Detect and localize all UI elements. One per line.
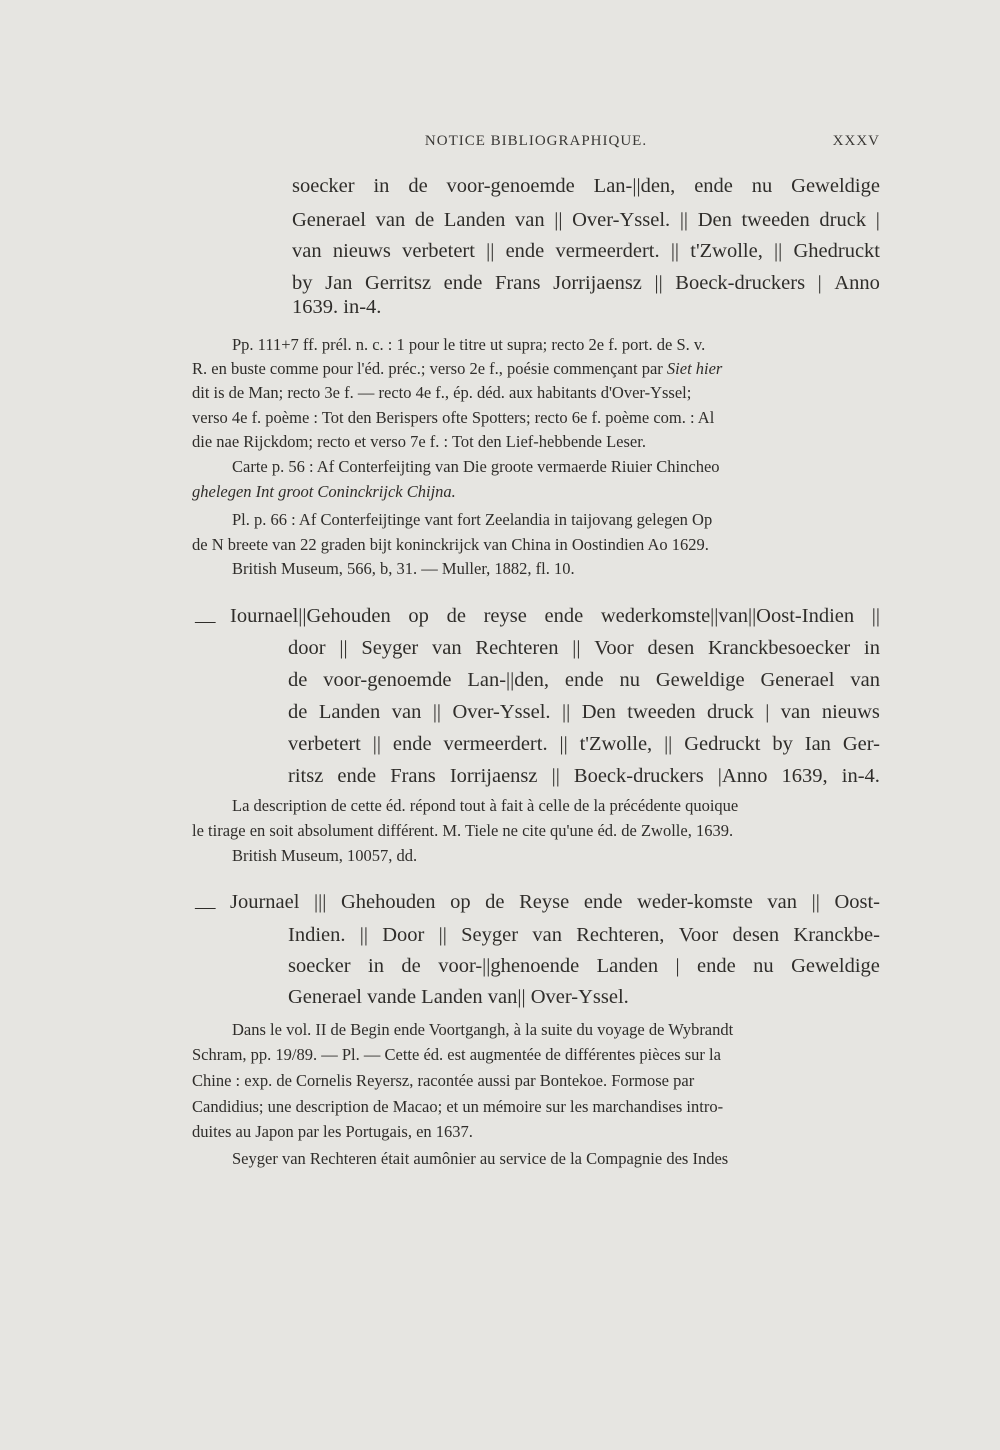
word: de [446,605,466,627]
note-line: Chine : exp. de Cornelis Reyersz, racontée aussi par Bontekoe. Formose par [192,1071,695,1090]
note-line [192,361,880,378]
word: || [670,240,680,262]
word: ende [544,605,584,627]
note-line: Seyger van Rechteren était aumônier au service de la Compagnie des Indes [232,1149,729,1168]
word: Anno [834,272,880,294]
word: van [850,669,880,691]
word: vermeerdert. [555,240,660,262]
note-line: verso 4e f. poème : Tot den Berispers ofte Spotters; recto 6e f. poème com. : Al [192,408,715,427]
word: by [292,272,313,294]
word: ende [694,175,733,197]
note-line: die nae Rijckdom; recto et verso 7e f. : Tot den Lief-hebbende Leser. [192,432,646,451]
word: nieuws [821,701,880,723]
word: van [767,891,798,913]
word: Voor [594,637,634,659]
title-line [292,241,880,262]
word: || [339,637,348,659]
word: || [554,209,563,231]
word: van [780,701,811,723]
note-line: Schram, pp. 19/89. — Pl. — Cette éd. est augmentée de différentes pièces sur la [192,1045,721,1064]
entry-dash: — [195,610,216,632]
word: || [811,891,820,913]
word: verbetert [402,240,475,262]
title-line [288,638,880,659]
word: Voor [678,924,719,946]
word: vermeerdert. [443,733,548,755]
word: | [817,272,822,294]
word: || [871,605,880,627]
word: voor-genoemde [446,175,575,197]
word: Door [382,924,425,946]
word: Over-Yssel. [572,209,671,231]
title-line: Generael vande Landen van|| Over-Yssel. [288,986,629,1008]
word: t'Zwolle, [690,240,763,262]
word: Reyse [519,891,570,913]
word: Generael [292,209,366,231]
word: door [288,637,326,659]
word: Gedruckt [684,733,761,755]
word: | [765,701,770,723]
word: tweeden [741,209,810,231]
word: Kranckbesoecker [707,637,851,659]
note-line: ghelegen Int groot Coninckrijck Chijna. [192,482,456,501]
title-line [288,925,880,946]
note-line: British Museum, 10057, dd. [232,846,418,865]
word: Jorrijaensz [553,272,642,294]
title-line [292,273,880,294]
running-title: NOTICE BIBLIOGRAPHIQUE. [424,133,648,149]
word: van [292,240,322,262]
word: Indien. [288,924,346,946]
page-number: XXXV [832,133,880,149]
word: Rechteren, [576,924,665,946]
word: || [438,924,447,946]
note-line-text: R. en buste comme pour l'éd. préc.; verso 2e f., poésie commençant par [192,359,663,378]
word: Iournael||Gehouden [230,605,391,627]
word: Frans [390,765,436,787]
word: Seyger [461,924,519,946]
word: voor-||ghenoende [438,955,580,977]
word: Frans [494,272,541,294]
word: Geweldige [791,955,880,977]
word: ritsz [288,765,324,787]
word: desen [732,924,780,946]
word: Kranckbe- [793,924,880,946]
note-line: le tirage en soit absolument différent. M. Tiele ne cite qu'une éd. de Zwolle, 1639. [192,821,734,840]
note-line: La description de cette éd. répond tout à fait à celle de la précédente quoique [232,796,739,815]
word: | [675,955,680,977]
word: Landen [318,701,381,723]
word: Lan-||den, [593,175,676,197]
word: nu [753,955,774,977]
word: Ghehouden [340,891,436,913]
word: de [401,955,421,977]
word: Ghedruckt [793,240,880,262]
word: in [373,175,390,197]
word: ende [392,733,432,755]
word: | [875,209,880,231]
word: van [515,209,545,231]
word: voor-genoemde [323,669,452,691]
word: Iorrijaensz [449,765,538,787]
word: Oost- [834,891,880,913]
word: Landen [443,209,506,231]
word: de [288,669,308,691]
note-line: British Museum, 566, b, 31. — Muller, 1882, fl. 10. [232,559,575,578]
word: || [654,272,663,294]
word: in [368,955,384,977]
word: || [486,240,495,262]
word: 1639, [781,765,828,787]
word: de [485,891,505,913]
word: tweeden [627,701,696,723]
title-line [288,766,880,787]
note-line: Pl. p. 66 : Af Conterfeijtinge vant fort Zeelandia in taijovang gelegen Op [232,510,713,529]
word: || [559,733,568,755]
word: Generael [760,669,835,691]
word: || [664,733,673,755]
word: |Anno [717,765,768,787]
word: ende [564,669,604,691]
word: de [288,701,308,723]
word: Geweldige [655,669,745,691]
note-line: Pp. 111+7 ff. prél. n. c. : 1 pour le titre ut supra; recto 2e f. port. de S. v. [232,335,706,354]
word: de [408,175,428,197]
title-line [230,606,880,627]
word: Boeck-druckers [675,272,806,294]
word: Den [697,209,732,231]
word: Ian [804,733,831,755]
note-line: de N breete van 22 graden bijt koninckrijck van China in Oostindien Ao 1629. [192,535,709,554]
word: ende [505,240,545,262]
word: Den [581,701,616,723]
word: Geweldige [791,175,880,197]
word: Seyger [361,637,419,659]
note-line: duites au Japon par les Portugais, en 1637. [192,1122,473,1141]
note-line: Carte p. 56 : Af Conterfeijting van Die groote vermaerde Riuier Chincheo [232,457,720,476]
title-line [288,702,880,723]
word: wederkomste||van||Oost-Indien [600,605,855,627]
word: weder-komste [637,891,753,913]
word: Gerritsz [365,272,432,294]
note-line: Dans le vol. II de Begin ende Voortgangh, à la suite du voyage de Wybrandt [232,1020,734,1039]
note-italic-text: Siet hier [666,359,723,378]
word: nieuws [332,240,391,262]
entry-dash: — [195,896,216,918]
title-line [292,210,880,231]
word: || [562,701,571,723]
word: ||| [314,891,327,913]
word: verbetert [288,733,361,755]
word: van [391,701,422,723]
word: de [414,209,435,231]
title-line [288,670,880,691]
word: desen [647,637,695,659]
title-line [230,892,880,913]
word: druck [707,701,754,723]
word: Ger- [842,733,880,755]
title-line [292,176,880,197]
word: || [679,209,689,231]
word: nu [751,175,773,197]
word: t'Zwolle, [579,733,653,755]
title-line [288,956,880,977]
word: Jan [325,272,353,294]
word: Over-Yssel. [452,701,551,723]
word: Rechteren [475,637,559,659]
word: || [774,240,783,262]
word: soecker [288,955,351,977]
word: || [359,924,368,946]
word: Lan-||den, [467,669,549,691]
word: van [532,924,562,946]
title-line [288,734,880,755]
word: || [372,733,381,755]
word: by [772,733,793,755]
word: in [864,637,880,659]
word: op [408,605,429,627]
word: op [450,891,471,913]
word: ende [583,891,623,913]
word: van [432,637,462,659]
running-header [192,133,880,157]
title-line: 1639. in-4. [292,296,382,318]
word: druck [819,209,867,231]
word: || [572,637,581,659]
word: van [375,209,406,231]
word: Boeck-druckers [573,765,704,787]
word: ende [443,272,483,294]
word: nu [619,669,640,691]
word: Journael [230,891,300,913]
note-line: Candidius; une description de Macao; et un mémoire sur les marchandises intro- [192,1097,724,1116]
word: ende [337,765,377,787]
word: Landen [596,955,659,977]
note-line: dit is de Man; recto 3e f. — recto 4e f., ép. déd. aux habitants d'Over-Yssel; [192,383,692,402]
word: || [551,765,560,787]
word: in-4. [841,765,880,787]
word: reyse [483,605,527,627]
word: ende [697,955,736,977]
word: soecker [292,175,355,197]
word: || [432,701,442,723]
